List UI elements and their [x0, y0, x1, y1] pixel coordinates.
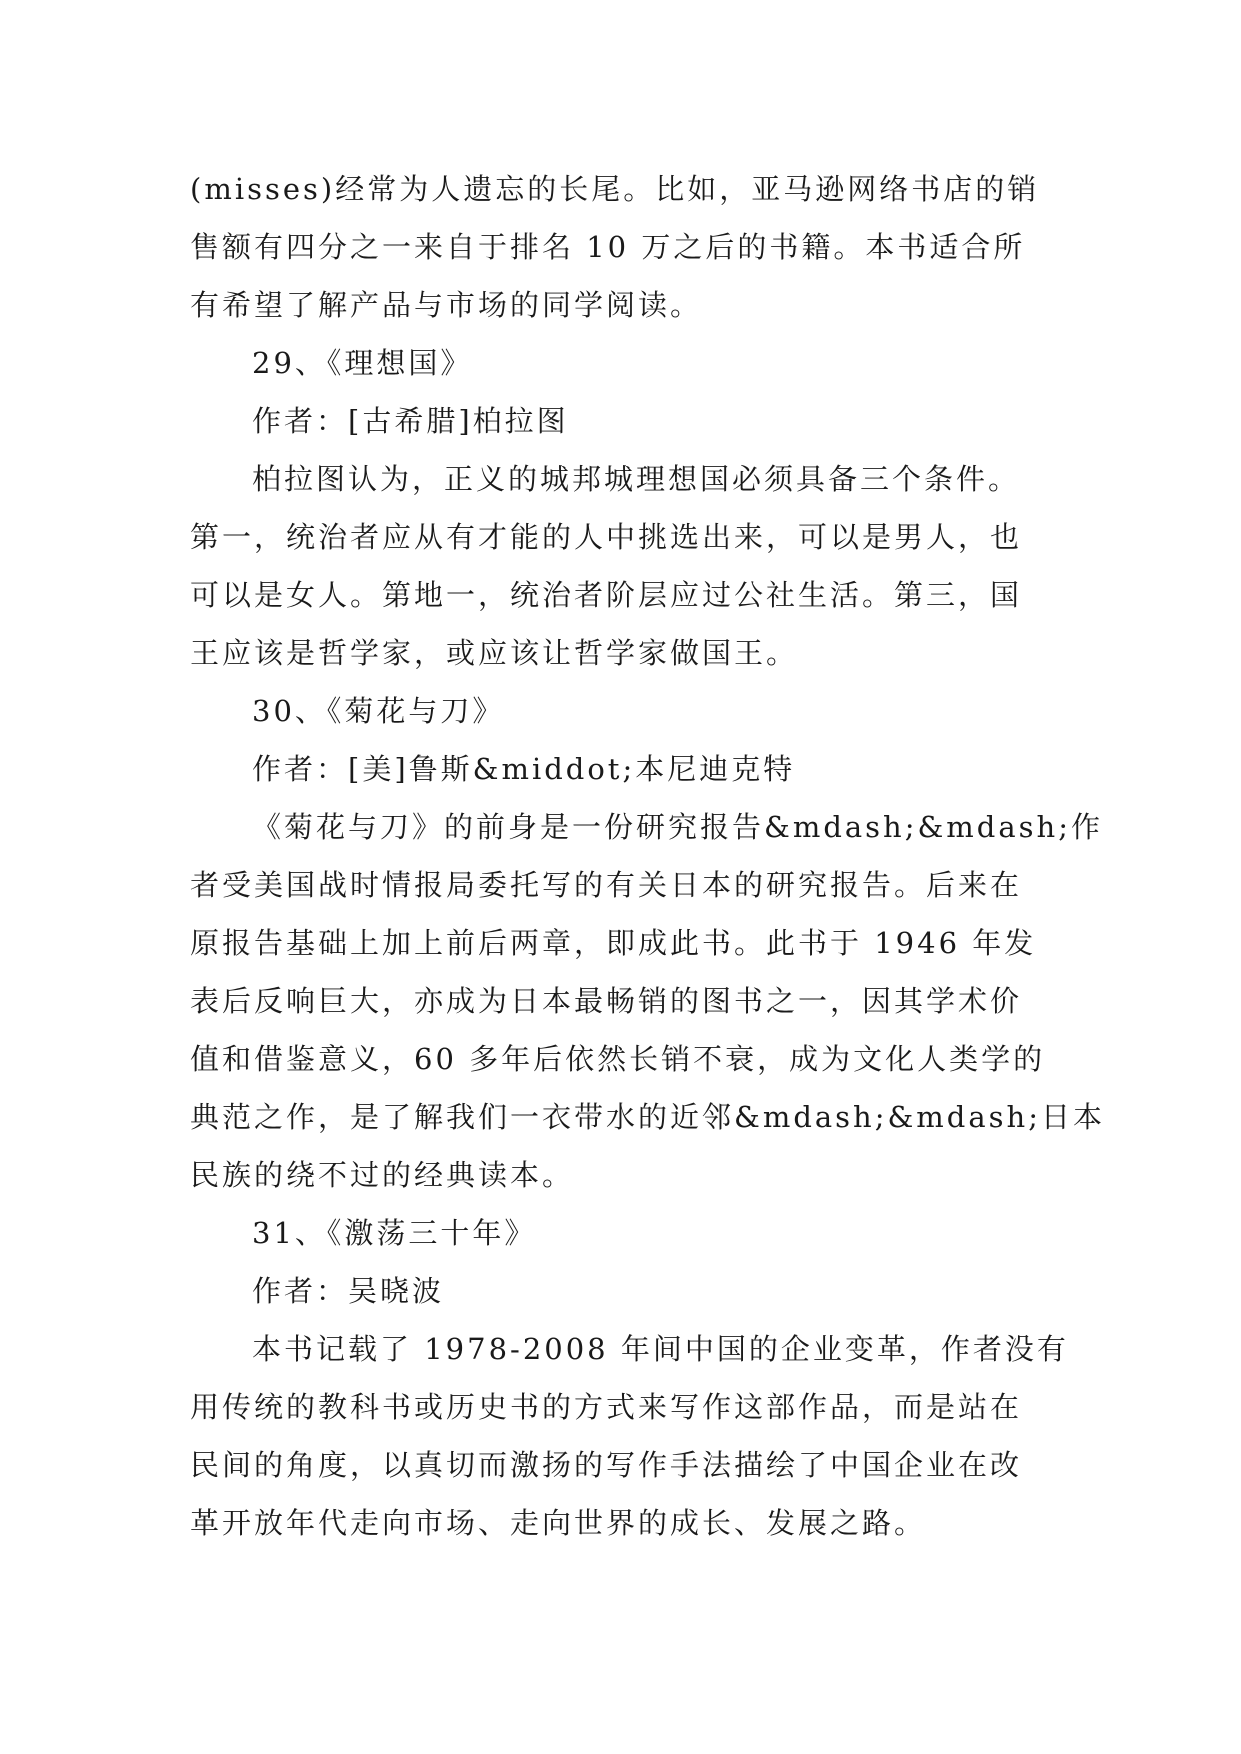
text-line: 者受美国战时情报局委托写的有关日本的研究报告。后来在 [190, 868, 1023, 902]
text-line: 原报告基础上加上前后两章，即成此书。此书于 1946 年发 [190, 926, 1037, 960]
text-line: 第一，统治者应从有才能的人中挑选出来，可以是男人，也 [190, 520, 1023, 554]
document-page [190, 160, 1105, 1552]
text-line: 值和借鉴意义，60 多年后依然长销不衰，成为文化人类学的 [190, 1042, 1046, 1076]
text-line: 典范之作，是了解我们一衣带水的近邻&mdash;&mdash;日本 [190, 1100, 1105, 1134]
text-line: 王应该是哲学家，或应该让哲学家做国王。 [190, 636, 799, 670]
paragraph-book-31 [190, 1320, 1069, 1552]
text-line: 《菊花与刀》的前身是一份研究报告&mdash;&mdash;作 [252, 810, 1103, 844]
book-heading-31: 31、《激荡三十年》 [252, 1216, 537, 1250]
text-line: 表后反响巨大，亦成为日本最畅销的图书之一，因其学术价 [190, 984, 1023, 1018]
text-line: 民族的绕不过的经典读本。 [190, 1158, 575, 1192]
book-heading-29: 29、《理想国》 [252, 346, 473, 380]
text-line: 用传统的教科书或历史书的方式来写作这部作品，而是站在 [190, 1390, 1023, 1424]
book-author-29: 作者：[古希腊]柏拉图 [252, 404, 569, 438]
paragraph-long-tail [190, 160, 1060, 334]
paragraph-book-30 [190, 798, 1105, 1204]
text-line: 售额有四分之一来自于排名 10 万之后的书籍。本书适合所 [190, 230, 1026, 264]
text-line: 有希望了解产品与市场的同学阅读。 [190, 288, 703, 322]
book-author-31: 作者：吴晓波 [252, 1274, 445, 1308]
text-line: (misses)经常为人遗忘的长尾。比如，亚马逊网络书店的销 [190, 172, 1040, 206]
text-line: 民间的角度，以真切而激扬的写作手法描绘了中国企业在改 [190, 1448, 1023, 1482]
book-heading-30: 30、《菊花与刀》 [252, 694, 505, 728]
text-line: 革开放年代走向市场、走向世界的成长、发展之路。 [190, 1506, 927, 1540]
text-line: 柏拉图认为，正义的城邦城理想国必须具备三个条件。 [252, 462, 1021, 496]
book-author-30: 作者：[美]鲁斯&middot;本尼迪克特 [252, 752, 796, 786]
paragraph-book-29 [190, 450, 1060, 682]
text-line: 本书记载了 1978-2008 年间中国的企业变革，作者没有 [252, 1332, 1069, 1366]
text-line: 可以是女人。第地一，统治者阶层应过公社生活。第三，国 [190, 578, 1023, 612]
